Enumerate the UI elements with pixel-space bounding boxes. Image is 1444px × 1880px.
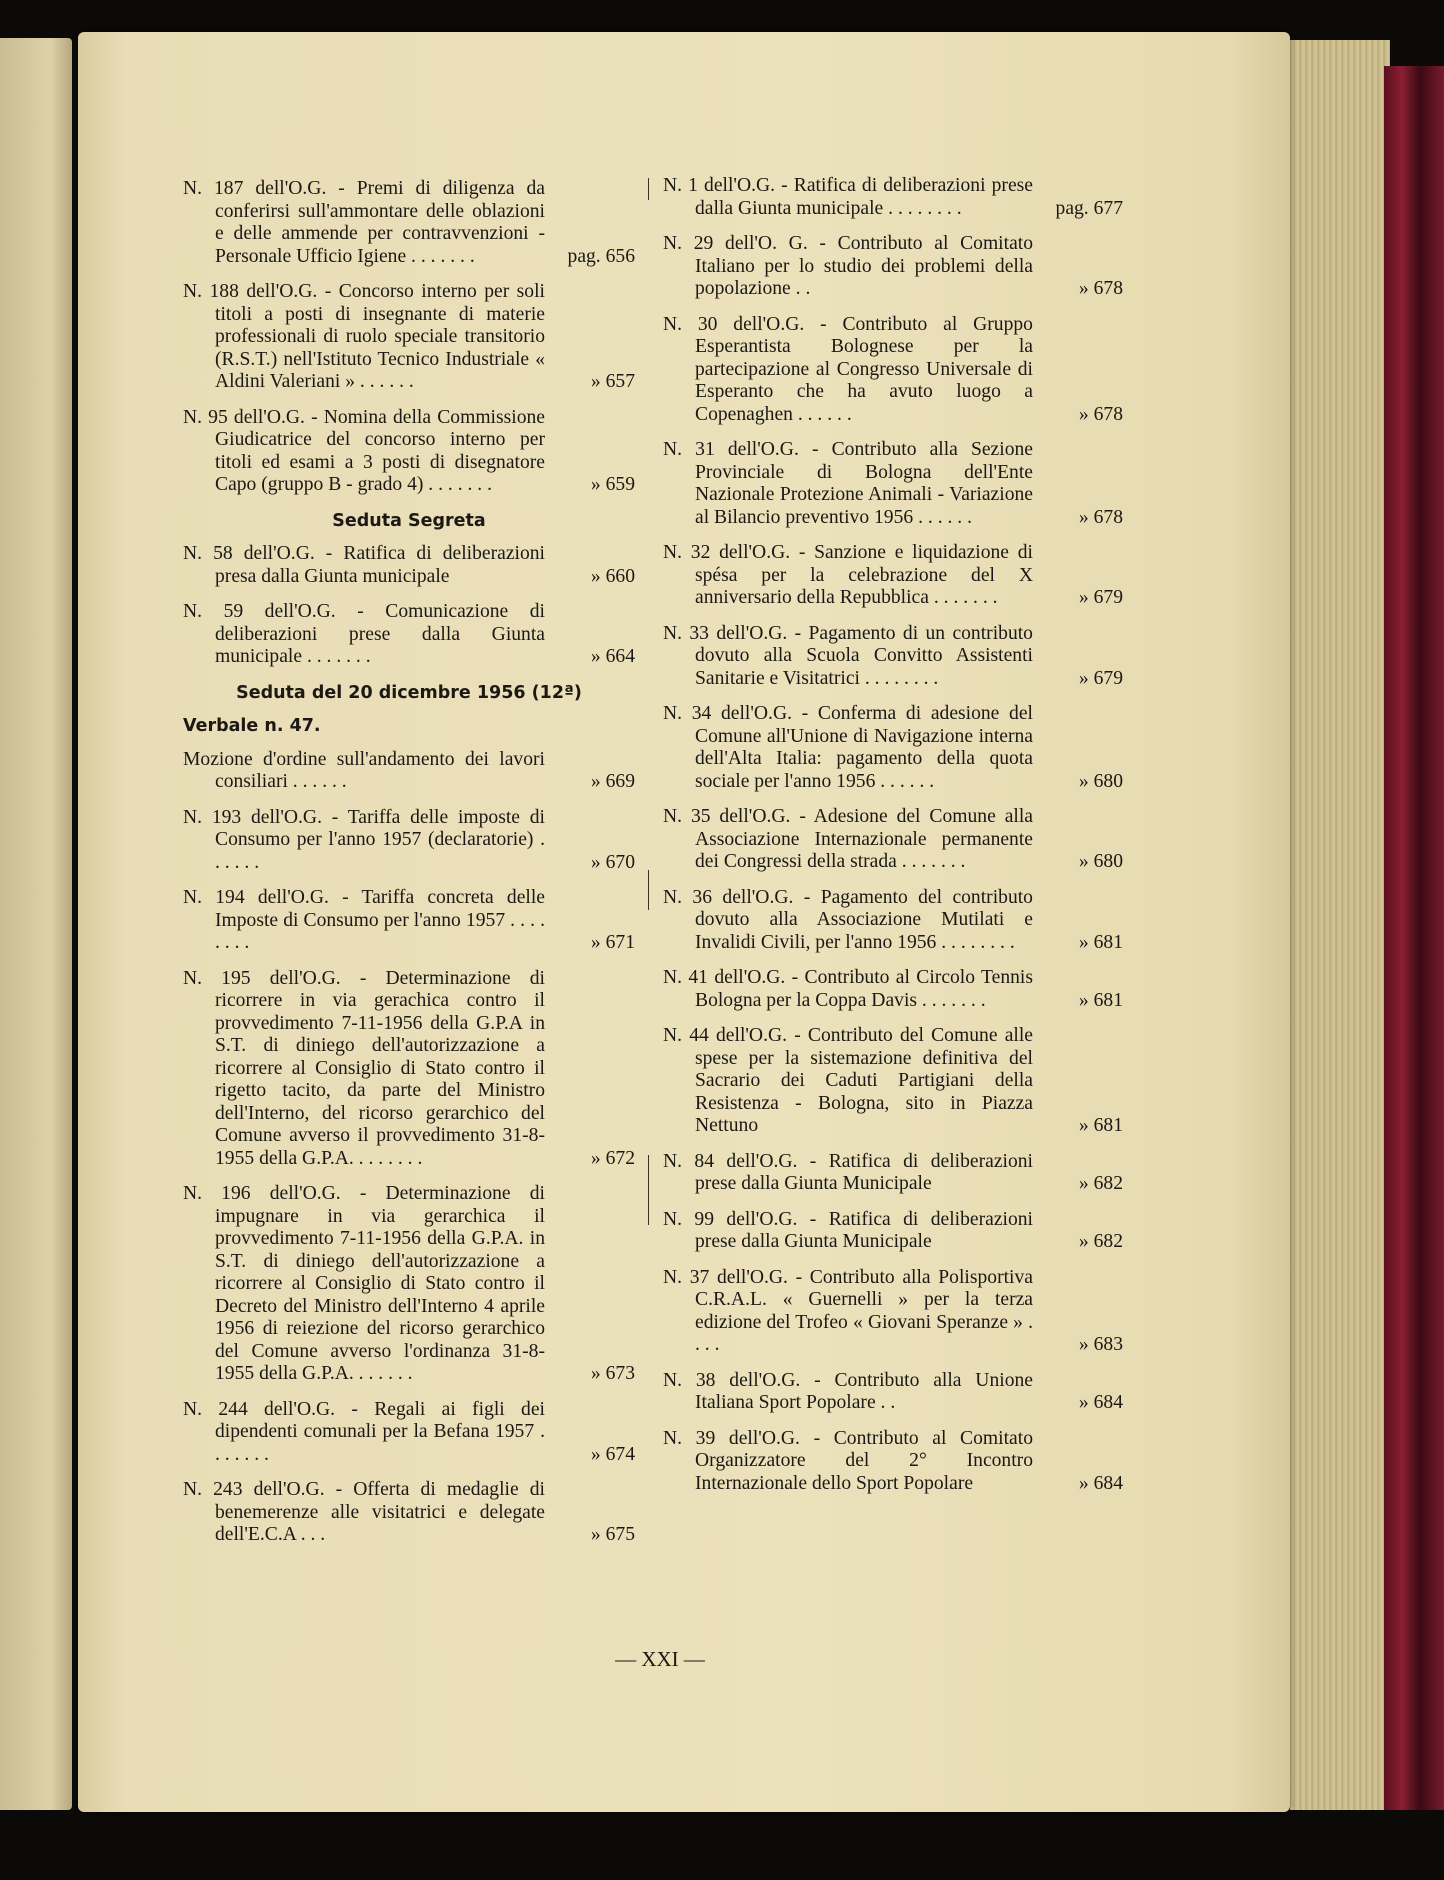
entry-page: » 679 xyxy=(1078,667,1123,689)
entry-number-inline: N. 35 dell'O.G. - xyxy=(663,806,814,827)
entry-page: pag. 656 xyxy=(567,245,635,267)
entry-number-inline: N. 30 dell'O.G. - xyxy=(663,313,843,335)
entry-number-inline: N. 33 dell'O.G. - xyxy=(663,622,809,644)
entry-number-inline: N. 195 dell'O.G. - xyxy=(183,967,386,989)
page-folio: — XXI — xyxy=(615,1647,705,1671)
entry-page: » 680 xyxy=(1078,770,1123,792)
page-edges xyxy=(1290,40,1390,1810)
entry-page: » 682 xyxy=(1078,1231,1123,1252)
index-entry xyxy=(663,1209,1123,1254)
index-entry xyxy=(663,887,1123,955)
entry-page: » 679 xyxy=(1078,587,1123,608)
index-entry xyxy=(663,806,1123,874)
entry-number-inline: N. 1 dell'O.G. - xyxy=(663,175,794,196)
index-entry xyxy=(183,543,635,588)
index-entry xyxy=(183,1399,635,1467)
entry-page: » 669 xyxy=(590,771,635,792)
index-entry xyxy=(663,703,1123,793)
entry-page: » 678 xyxy=(1078,506,1123,528)
entry-page: » 678 xyxy=(1078,278,1123,299)
left-column xyxy=(183,178,635,1560)
entry-page: » 671 xyxy=(590,932,635,953)
entry-number-inline: N. 32 dell'O.G. - xyxy=(663,542,815,563)
entry-text: N. 29 dell'O. G. - Contributo al Comitato Italiano per lo studio dei problemi della popolazione . . xyxy=(663,233,1034,299)
entry-number-inline: N. 34 dell'O.G. - xyxy=(663,703,818,724)
entry-number-inline: N. 41 dell'O.G. - xyxy=(663,967,805,988)
entry-text: N. 1 dell'O.G. - Ratifica di deliberazioni prese dalla Giunta municipale . . . . . . . . xyxy=(663,175,1033,219)
index-entry xyxy=(663,1370,1123,1415)
entry-number-inline: N. 31 dell'O.G. - xyxy=(663,439,832,460)
entry-text: N. 187 dell'O.G. - Premi di diligenza da conferirsi sull'ammontare delle oblazioni e delle ammende per contravvenzioni - Personale Ufficio Igiene . . . . . . . xyxy=(183,178,545,267)
entry-number-inline: N. 39 dell'O.G. - xyxy=(663,1427,834,1449)
entry-number-inline: N. 99 dell'O.G. - xyxy=(663,1208,829,1230)
index-entry xyxy=(183,1479,635,1547)
entry-number-inline: N. 193 dell'O.G. - xyxy=(183,806,348,828)
previous-page-edge xyxy=(0,38,72,1810)
entry-text: N. 188 dell'O.G. - Concorso interno per soli titoli a posti di insegnante di materie professionali di ruolo speciale transitorio (R.S.T.) nell'Istituto Tecnico Industriale « Aldini Valeriani » . . . . . . xyxy=(183,281,545,392)
index-entry xyxy=(663,439,1123,529)
index-entry xyxy=(663,1151,1123,1196)
index-entry xyxy=(663,175,1123,220)
entry-page: » 674 xyxy=(590,1443,635,1465)
entry-text: N. 39 dell'O.G. - Contributo al Comitato Organizzatore del 2° Incontro Internazionale dello Sport Popolare xyxy=(663,1427,1033,1494)
index-entry xyxy=(663,542,1123,610)
entry-text: N. 244 dell'O.G. - Regali ai figli dei dipendenti comunali per la Befana 1957 . . . . . . . xyxy=(183,1398,545,1465)
entry-page: » 657 xyxy=(590,371,635,392)
entry-text: N. 195 dell'O.G. - Determinazione di ricorrere in via gerachica contro il provvedimento 7-11-1956 della G.P.A in S.T. di diniego dell'autorizzazione a ricorrere al Consiglio di Stato contro il rigetto tacito, da parte del Ministro dell'Interno, del ricorso gerarchico del Comune avverso il provvedimento 31-8-1955 della G.P.A. . . . . . . . xyxy=(183,967,545,1169)
index-entry xyxy=(183,887,635,955)
entry-number-inline: N. 244 dell'O.G. - xyxy=(183,1398,375,1420)
entry-number-inline: N. 58 dell'O.G. - xyxy=(183,543,344,564)
entry-page: » 673 xyxy=(590,1363,635,1384)
entry-page: » 683 xyxy=(1078,1334,1123,1355)
entry-page: » 681 xyxy=(1078,989,1123,1011)
index-entry-mozione xyxy=(183,749,635,794)
entry-page: » 672 xyxy=(590,1147,635,1169)
section-heading-verbale: Verbale n. 47. xyxy=(183,716,321,736)
entry-page: » 681 xyxy=(1078,931,1123,953)
entry-number-inline: N. 187 dell'O.G. - xyxy=(183,178,357,199)
entry-text: N. 34 dell'O.G. - Conferma di adesione del Comune all'Unione di Navigazione interna dell'Alta Italia: pagamento della quota sociale per l'anno 1956 . . . . . . xyxy=(663,703,1033,792)
entry-text: N. 30 dell'O.G. - Contributo al Gruppo Esperantista Bolognese per la partecipazione al Congresso Universale di Esperanto che ha avuto luogo a Copenaghen . . . . . . xyxy=(663,313,1033,425)
entry-page: pag. 677 xyxy=(1055,197,1123,219)
entry-page: » 664 xyxy=(590,646,635,667)
entry-page: » 675 xyxy=(590,1524,635,1545)
entry-list-c xyxy=(183,807,635,1547)
entry-text: N. 58 dell'O.G. - Ratifica di deliberazioni presa dalla Giunta municipale xyxy=(183,543,545,587)
entry-page: » 681 xyxy=(1078,1115,1123,1136)
entry-number-inline: N. 84 dell'O.G. - xyxy=(663,1150,829,1172)
index-entry xyxy=(183,1183,635,1386)
index-entry xyxy=(183,601,635,669)
index-entry xyxy=(183,968,635,1171)
index-entry xyxy=(663,233,1123,301)
index-entry xyxy=(663,1025,1123,1138)
column-rule xyxy=(648,1155,649,1225)
entry-page: » 684 xyxy=(1078,1472,1123,1494)
index-entry xyxy=(663,314,1123,427)
entry-list-a xyxy=(183,178,635,497)
entry-number-inline: N. 37 dell'O.G. - xyxy=(663,1266,810,1288)
column-rule xyxy=(648,178,649,200)
entry-number-inline: N. 95 dell'O.G. - xyxy=(183,406,324,428)
entry-text: N. 194 dell'O.G. - Tariffa concreta delle Imposte di Consumo per l'anno 1957 . . . . . . . . xyxy=(183,887,545,953)
entry-page: » 660 xyxy=(590,565,635,587)
entry-page: » 678 xyxy=(1078,403,1123,425)
entry-number-inline: N. 29 dell'O. G. - xyxy=(663,233,838,254)
entry-text: N. 36 dell'O.G. - Pagamento del contributo dovuto alla Associazione Mutilati e Invalidi Civili, per l'anno 1956 . . . . . . . . xyxy=(663,886,1033,953)
entry-text: N. 41 dell'O.G. - Contributo al Circolo Tennis Bologna per la Coppa Davis . . . . . . . xyxy=(663,967,1033,1011)
entry-number-inline: N. 36 dell'O.G. - xyxy=(663,886,821,908)
entry-number-inline: N. 196 dell'O.G. - xyxy=(183,1183,386,1204)
entry-page: » 659 xyxy=(590,474,635,495)
book-spine xyxy=(1384,66,1444,1810)
entry-text: N. 99 dell'O.G. - Ratifica di deliberazioni prese dalla Giunta Municipale xyxy=(663,1208,1033,1252)
index-entry xyxy=(663,1267,1123,1357)
index-entry xyxy=(183,807,635,875)
entry-text: N. 33 dell'O.G. - Pagamento di un contributo dovuto alla Scuola Convitto Assistenti Sanitarie e Visitatrici . . . . . . . . xyxy=(663,622,1033,689)
section-heading-seduta: Seduta del 20 dicembre 1956 (12ª) xyxy=(236,682,582,703)
entry-number-inline: N. 243 dell'O.G. - xyxy=(183,1479,354,1500)
entry-text: N. 38 dell'O.G. - Contributo alla Unione Italiana Sport Popolare . . xyxy=(663,1369,1033,1413)
entry-text: N. 44 dell'O.G. - Contributo del Comune alle spese per la sistemazione definitiva del Sacrario dei Caduti Partigiani della Resistenza - Bologna, sito in Piazza Nettuno xyxy=(663,1025,1033,1136)
entry-text: N. 59 dell'O.G. - Comunicazione di deliberazioni prese dalla Giunta municipale . . . . . . . xyxy=(183,601,545,667)
entry-text: N. 193 dell'O.G. - Tariffa delle imposte di Consumo per l'anno 1957 (declaratorie) . . . . . . xyxy=(183,806,546,873)
entry-page: » 682 xyxy=(1078,1173,1123,1194)
entry-text: N. 196 dell'O.G. - Determinazione di impugnare in via gerarchica il provvedimento 7-11-1956 della G.P.A. in S.T. di diniego dell'autorizzazione a ricorrere al Consiglio di Stato contro il Decreto del Ministro dell'Interno 4 aprile 1956 di reiezione del ricorso gerarchico del Comune avverso l'ordinanza 31-8-1955 della G.P.A. . . . . . . xyxy=(183,1183,545,1384)
entry-text: N. 35 dell'O.G. - Adesione del Comune alla Associazione Internazionale permanente dei Congressi della strada . . . . . . . xyxy=(663,806,1033,872)
entry-number-inline: N. 44 dell'O.G. - xyxy=(663,1025,808,1046)
index-entry xyxy=(183,281,635,394)
index-entry xyxy=(663,967,1123,1012)
entry-page: » 670 xyxy=(590,851,635,873)
entry-text: N. 95 dell'O.G. - Nomina della Commissione Giudicatrice del concorso interno per titoli ed esami a 3 posti di disegnatore Capo (gruppo B - grado 4) . . . . . . . xyxy=(183,406,545,495)
entry-number-inline: N. 188 dell'O.G. - xyxy=(183,281,339,302)
right-column xyxy=(663,175,1123,1508)
entry-text: N. 31 dell'O.G. - Contributo alla Sezione Provinciale di Bologna dell'Ente Nazionale Protezione Animali - Variazione al Bilancio preventivo 1956 . . . . . . xyxy=(663,439,1033,528)
entry-list-b xyxy=(183,543,635,669)
entry-number-inline: N. 38 dell'O.G. - xyxy=(663,1369,835,1391)
entry-text: N. 32 dell'O.G. - Sanzione e liquidazione di spésa per la celebrazione del X anniversario della Repubblica . . . . . . . xyxy=(663,542,1033,608)
entry-text: N. 84 dell'O.G. - Ratifica di deliberazioni prese dalla Giunta Municipale xyxy=(663,1150,1033,1194)
entry-text: N. 37 dell'O.G. - Contributo alla Polisportiva C.R.A.L. « Guernelli » per la terza edizione del Trofeo « Giovani Speranze » . . . . xyxy=(663,1266,1033,1355)
entry-text: Mozione d'ordine sull'andamento dei lavori consiliari . . . . . . xyxy=(183,748,545,792)
section-heading-segreta: Seduta Segreta xyxy=(332,510,486,531)
index-entry xyxy=(663,623,1123,691)
entry-text: N. 243 dell'O.G. - Offerta di medaglie di benemerenze alle visitatrici e delegate dell'E.C.A . . . xyxy=(183,1479,545,1545)
entry-page: » 684 xyxy=(1078,1392,1123,1413)
index-entry xyxy=(663,1428,1123,1496)
index-entry xyxy=(183,407,635,497)
entry-number-inline: N. 194 dell'O.G. - xyxy=(183,887,362,908)
entry-page: » 680 xyxy=(1078,851,1123,872)
index-entry xyxy=(183,178,635,268)
entry-number-inline: N. 59 dell'O.G. - xyxy=(183,601,386,622)
column-rule xyxy=(648,870,649,910)
